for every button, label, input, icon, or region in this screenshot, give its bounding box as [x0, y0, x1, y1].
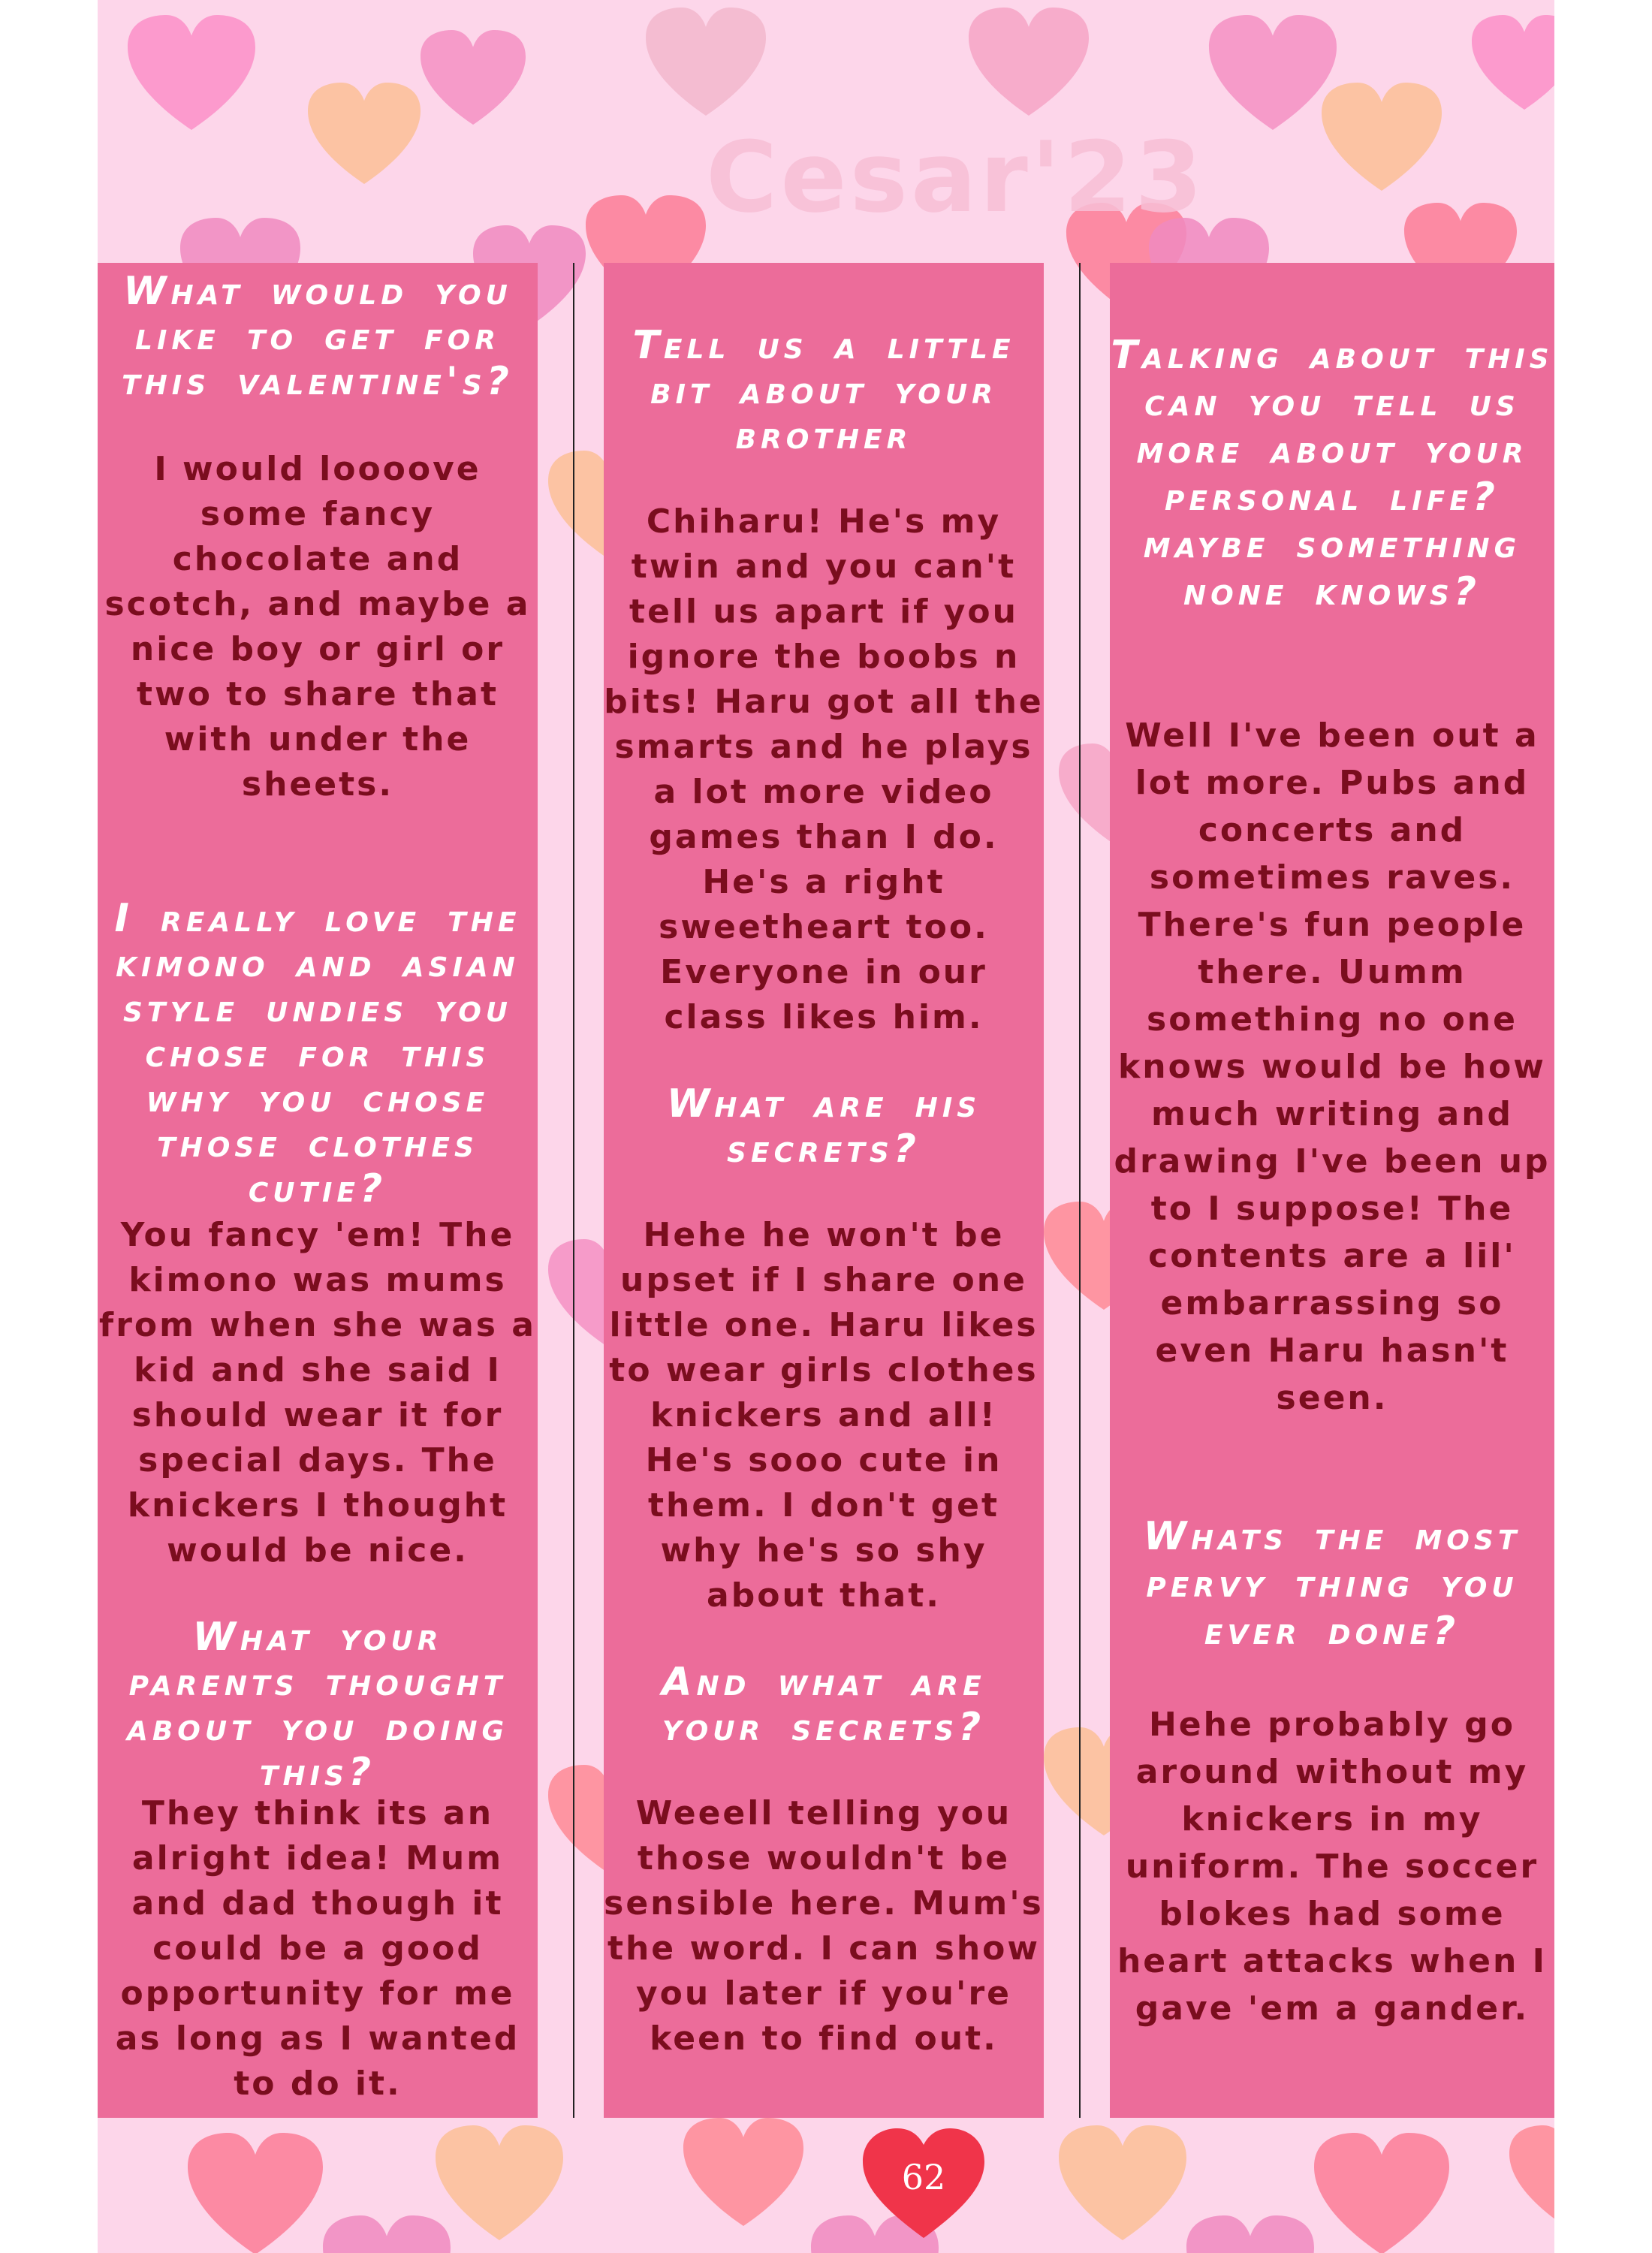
- question-2: I really love the kimono and asian style undies you chose for this why you chose those clothes cutie?: [114, 896, 521, 1211]
- decorative-heart-icon: [323, 2215, 451, 2253]
- decorative-heart-icon: [1509, 2125, 1554, 2227]
- decorative-heart-icon: [646, 8, 766, 116]
- decorative-heart-icon: [1472, 15, 1554, 110]
- answer-4: Chiharu! He's my twin and you can't tell us apart if you ignore the boobs n bits! Haru got all the smarts and he plays a lot more video games than I do. He's a right sweetheart too. Everyone in our class likes him.: [604, 502, 1044, 1036]
- answer-7: Well I've been out a lot more. Pubs and concerts and sometimes raves. There's fun people there. Uumm something no one knows would be how much writing and drawing I've been up to I suppose! The contents are a lil' embarrassing so even Haru hasn't seen.: [1114, 716, 1551, 1417]
- question-8: Whats the most pervy thing you ever done?: [1143, 1514, 1521, 1654]
- interview-column-2: [604, 263, 1044, 2118]
- decorative-heart-icon: [969, 8, 1089, 116]
- interview-column-1: [98, 263, 538, 2118]
- question-7: Talking about this can you tell us more about your personal life? maybe something none knows?: [1111, 333, 1554, 614]
- answer-8: Hehe probably go around without my knickers in my uniform. The soccer blokes had some heart attacks when I gave 'em a gander.: [1117, 1706, 1548, 2028]
- answer-2: You fancy 'em! The kimono was mums from when she was a kid and she said I should wear it for special days. The knickers I thought would be nice.: [99, 1216, 536, 1570]
- decorative-heart-icon: [308, 83, 421, 184]
- decorative-heart-icon: [436, 2125, 563, 2240]
- column-divider: [1079, 263, 1081, 2118]
- watermark: Cesar'23: [706, 120, 1206, 234]
- question-1: What would you like to get for this valentine's?: [122, 269, 514, 404]
- question-6: And what are your secrets?: [662, 1660, 986, 1750]
- question-5: What are his secrets?: [666, 1081, 981, 1172]
- decorative-heart-icon: [1186, 2215, 1314, 2253]
- magazine-page: [98, 0, 1554, 2253]
- decorative-heart-icon: [1059, 2125, 1186, 2240]
- decorative-heart-icon: [1322, 83, 1442, 191]
- decorative-heart-icon: [128, 15, 255, 130]
- answer-5: Hehe he won't be upset if I share one little one. Haru likes to wear girls clothes knickers and all! He's sooo cute in them. I don't get why he's so shy about that.: [609, 1216, 1039, 1615]
- page-number: 62: [901, 2157, 946, 2197]
- decorative-heart-icon: [683, 2118, 803, 2226]
- interview-column-3: [1110, 263, 1554, 2118]
- answer-3: They think its an alright idea! Mum and dad though it could be a good opportunity for me as long as I wanted to do it.: [115, 1794, 520, 2103]
- decorative-heart-icon: [421, 30, 526, 125]
- answer-1: I would loooove some fancy chocolate and scotch, and maybe a nice boy or girl or two to share that with under the sheets.: [104, 450, 531, 804]
- decorative-heart-icon: [1209, 15, 1337, 130]
- decorative-heart-icon: [188, 2133, 323, 2253]
- page-number-badge: [860, 2125, 987, 2245]
- question-3: What your parents thought about you doing this?: [126, 1615, 509, 1795]
- answer-6: Weeell telling you those wouldn't be sensible here. Mum's the word. I can show you later if you're keen to find out.: [604, 1794, 1044, 2058]
- column-divider: [573, 263, 574, 2118]
- question-4: Tell us a little bit about your brother: [632, 323, 1015, 458]
- decorative-heart-icon: [1314, 2133, 1449, 2253]
